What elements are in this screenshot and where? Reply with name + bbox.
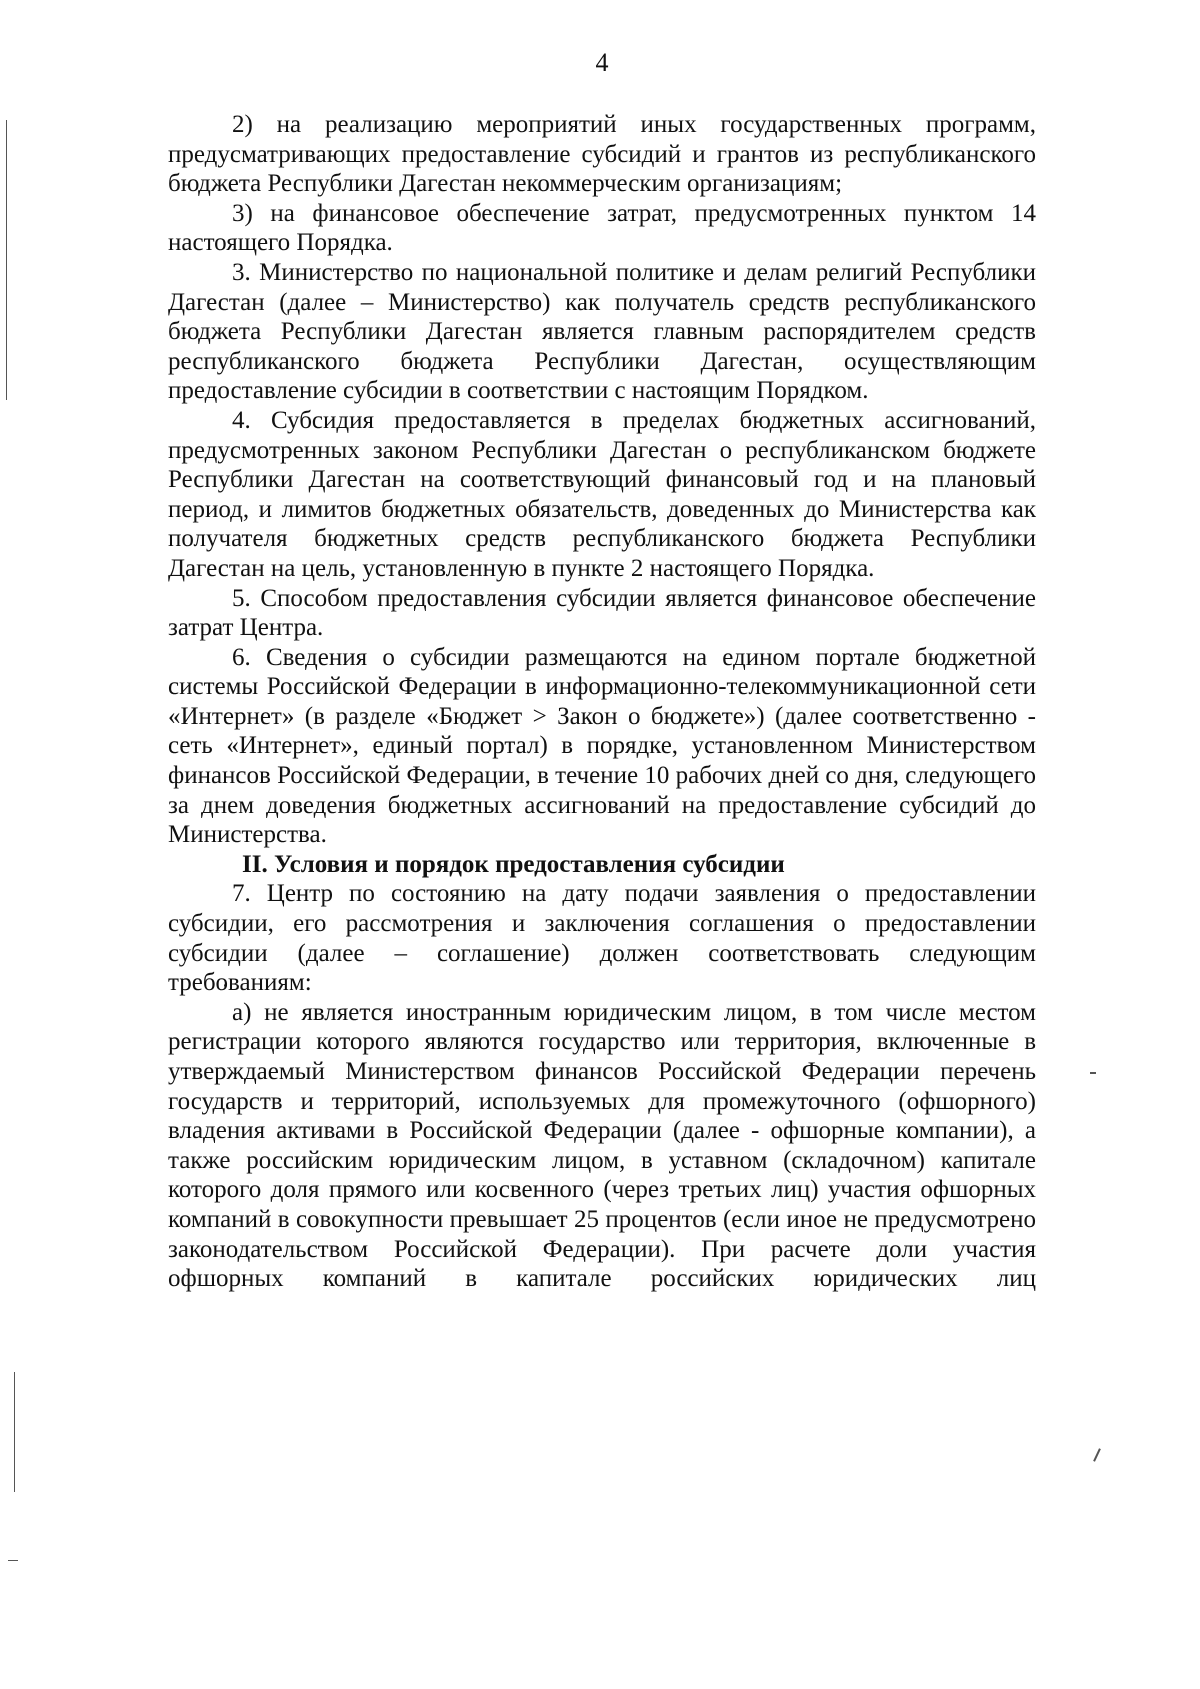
paragraph: а) не является иностранным юридическим лицом, в том числе местом регистрации которого являются государство или территория, включенные в утверждаемый Министерством финансов Российской Федерации перечень государств и территорий, используемых для промежуточного (офшорного) владения активами в Российской Федерации (далее - офшорные компании), а также российским юридическим лицом, в уставном (складочном) капитале которого доля прямого или косвенного (через третьих лиц) участия офшорных компаний в совокупности превышает 25 процентов (если иное не предусмотрено законодательством Российской Федерации). При расчете доли участия офшорных компаний в капитале российских юридических лиц <box>168 998 1036 1293</box>
paragraph: 6. Сведения о субсидии размещаются на едином портале бюджетной системы Российской Федерации в информационно-телекоммуникационной сети «Интернет» (в разделе «Бюджет > Закон о бюджете») (далее соответственно - сеть «Интернет», единый портал) в порядке, установленном Министерством финансов Российской Федерации, в течение 10 рабочих дней со дня, следующего за днем доведения бюджетных ассигнований на предоставление субсидий до Министерства. <box>168 643 1036 849</box>
scan-margin-line-top <box>6 120 7 400</box>
paragraph: 3. Министерство по национальной политике и делам религий Республики Дагестан (далее – Министерство) как получатель средств республиканского бюджета Республики Дагестан является главным распорядителем средств республиканского бюджета Республики Дагестан, осуществляющим предоставление субсидии в соответствии с настоящим Порядком. <box>168 258 1036 405</box>
scan-edge-mark <box>1093 1448 1101 1462</box>
page-number: 4 <box>595 48 609 77</box>
paragraph: 5. Способом предоставления субсидии является финансовое обеспечение затрат Центра. <box>168 584 1036 642</box>
section-heading: II. Условия и порядок предоставления субсидии <box>242 850 785 878</box>
paragraph: 4. Субсидия предоставляется в пределах бюджетных ассигнований, предусмотренных законом Республики Дагестан о республиканском бюджете Республики Дагестан на соответствующий финансовый год и на плановый период, и лимитов бюджетных обязательств, доведенных до Министерства как получателя бюджетных средств республиканского бюджета Республики Дагестан на цель, установленную в пункте 2 настоящего Порядка. <box>168 406 1036 582</box>
paragraph: 7. Центр по состоянию на дату подачи заявления о предоставлении субсидии, его рассмотрения и заключения соглашения о предоставлении субсидии (далее – соглашение) должен соответствовать следующим требованиям: <box>168 880 1036 997</box>
scan-margin-tick <box>8 1560 18 1561</box>
scan-edge-dot <box>1090 1072 1096 1074</box>
paragraph: 3) на финансовое обеспечение затрат, предусмотренных пунктом 14 настоящего Порядка. <box>168 199 1036 257</box>
scan-margin-line-bottom <box>14 1372 15 1492</box>
document-body <box>168 110 1036 1294</box>
paragraph: 2) на реализацию мероприятий иных государственных программ, предусматривающих предоставление субсидий и грантов из республиканского бюджета Республики Дагестан некоммерческим организациям; <box>168 111 1036 198</box>
